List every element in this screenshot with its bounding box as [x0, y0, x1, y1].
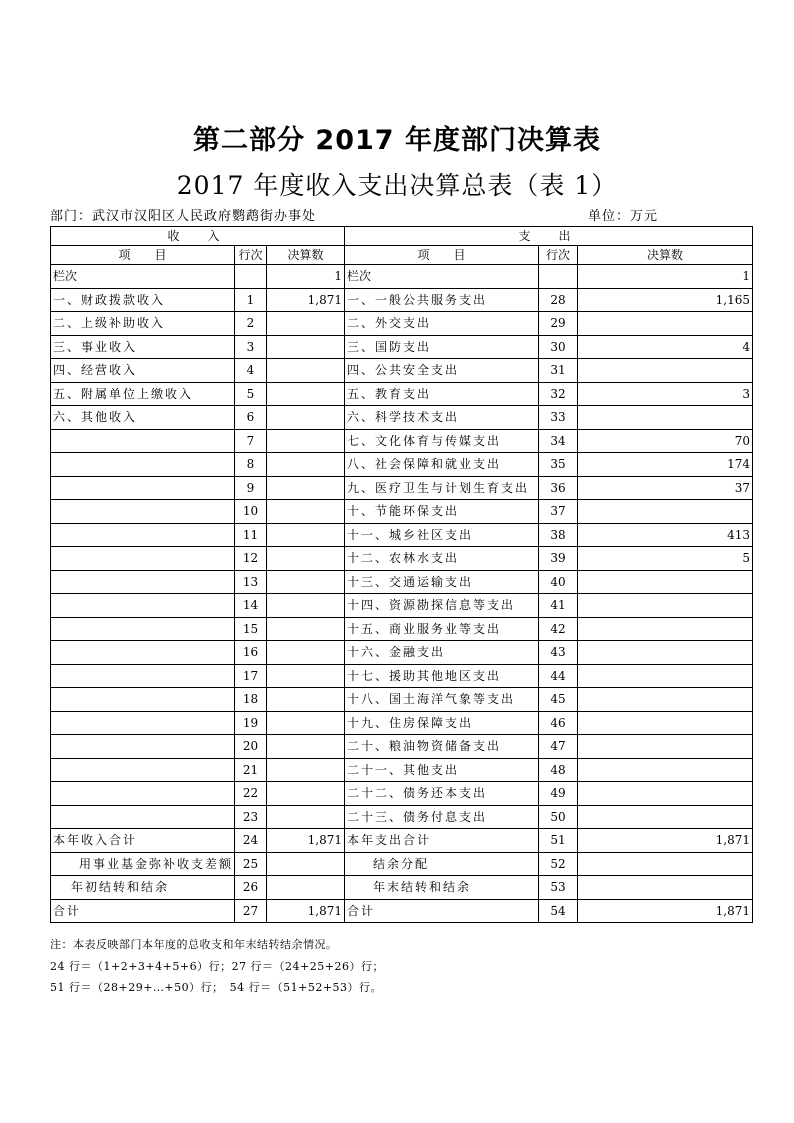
- expense-amount: [578, 312, 753, 336]
- income-row-no: 22: [235, 782, 267, 806]
- section-header-row: [51, 227, 753, 246]
- income-item: [51, 688, 235, 712]
- footnote-3: 51 行＝（28+29+…+50）行； 54 行＝（51+52+53）行。: [50, 981, 383, 994]
- expense-item: 一、一般公共服务支出: [345, 288, 539, 312]
- expense-amount: [578, 664, 753, 688]
- expense-amount: 70: [578, 429, 753, 453]
- income-row-no: 9: [235, 476, 267, 500]
- department-label: 部门：武汉市汉阳区人民政府鹦鹉街办事处: [50, 209, 317, 224]
- expense-row-no: 48: [539, 758, 578, 782]
- income-item: 四、经营收入: [51, 359, 235, 383]
- expense-row-no: 30: [539, 335, 578, 359]
- footnote-1: 注：本表反映部门本年度的总收支和年末结转结余情况。: [50, 938, 338, 951]
- table-row: [51, 335, 753, 359]
- income-item: 五、附属单位上缴收入: [51, 382, 235, 406]
- income-amount: [267, 735, 345, 759]
- expense-item: 合计: [345, 899, 539, 923]
- expense-row-no: 54: [539, 899, 578, 923]
- expense-item: 二十一、其他支出: [345, 758, 539, 782]
- budget-summary-table: [50, 226, 753, 923]
- income-amount: 1,871: [267, 288, 345, 312]
- expense-column-no: 1: [578, 265, 753, 289]
- income-item: 本年收入合计: [51, 829, 235, 853]
- expense-row-no: 49: [539, 782, 578, 806]
- expense-item: 十、节能环保支出: [345, 500, 539, 524]
- income-row-no: 7: [235, 429, 267, 453]
- table-row: [51, 688, 753, 712]
- expense-item: 八、社会保障和就业支出: [345, 453, 539, 477]
- income-item: [51, 500, 235, 524]
- expense-row-no: 46: [539, 711, 578, 735]
- income-item: [51, 758, 235, 782]
- table-row: [51, 664, 753, 688]
- expense-amount: [578, 805, 753, 829]
- table-row: [51, 382, 753, 406]
- income-item: 用事业基金弥补收支差额: [51, 852, 235, 876]
- expense-item: 十五、商业服务业等支出: [345, 617, 539, 641]
- expense-item: 本年支出合计: [345, 829, 539, 853]
- income-item: 二、上级补助收入: [51, 312, 235, 336]
- table-row: [51, 288, 753, 312]
- expense-item: 七、文化体育与传媒支出: [345, 429, 539, 453]
- income-amount: [267, 711, 345, 735]
- expense-item: 二十、粮油物资储备支出: [345, 735, 539, 759]
- expense-item: 十三、交通运输支出: [345, 570, 539, 594]
- income-amount: [267, 876, 345, 900]
- income-row-no: 14: [235, 594, 267, 618]
- expense-item: 年末结转和结余: [345, 876, 539, 900]
- income-item-header: 项 目: [51, 246, 235, 265]
- income-item: 年初结转和结余: [51, 876, 235, 900]
- income-amount-header: 决算数: [267, 246, 345, 265]
- income-amount: [267, 617, 345, 641]
- expense-row-no: 39: [539, 547, 578, 571]
- expense-row-no: 29: [539, 312, 578, 336]
- empty-cell: [235, 265, 267, 289]
- income-amount: 1,871: [267, 829, 345, 853]
- expense-amount: [578, 735, 753, 759]
- expense-item-header: 项 目: [345, 246, 539, 265]
- table-row: [51, 570, 753, 594]
- income-amount: [267, 641, 345, 665]
- income-item: 六、其他收入: [51, 406, 235, 430]
- expense-row-no: 40: [539, 570, 578, 594]
- expense-item: 十四、资源勘探信息等支出: [345, 594, 539, 618]
- expense-amount: [578, 758, 753, 782]
- expense-row-no: 45: [539, 688, 578, 712]
- income-amount: [267, 805, 345, 829]
- expense-column-label: 栏次: [345, 265, 539, 289]
- income-row-no: 18: [235, 688, 267, 712]
- expense-item: 二十三、债务付息支出: [345, 805, 539, 829]
- table-row: [51, 429, 753, 453]
- expense-item: 十八、国土海洋气象等支出: [345, 688, 539, 712]
- expense-item: 二、外交支出: [345, 312, 539, 336]
- income-column-label: 栏次: [51, 265, 235, 289]
- expense-amount: 413: [578, 523, 753, 547]
- expense-row-no: 32: [539, 382, 578, 406]
- expense-item: 五、教育支出: [345, 382, 539, 406]
- income-item: [51, 805, 235, 829]
- income-row-no-header: 行次: [235, 246, 267, 265]
- income-row-no: 24: [235, 829, 267, 853]
- income-row-no: 12: [235, 547, 267, 571]
- income-item: [51, 664, 235, 688]
- expense-amount: [578, 500, 753, 524]
- expense-row-no: 44: [539, 664, 578, 688]
- income-item: [51, 782, 235, 806]
- table-row: [51, 805, 753, 829]
- expense-row-no: 52: [539, 852, 578, 876]
- table-row: [51, 547, 753, 571]
- expense-amount: [578, 782, 753, 806]
- table-row: [51, 711, 753, 735]
- expense-amount: 37: [578, 476, 753, 500]
- expense-amount: 1,165: [578, 288, 753, 312]
- income-amount: [267, 312, 345, 336]
- table-row: [51, 617, 753, 641]
- expense-row-no: 53: [539, 876, 578, 900]
- income-row-no: 15: [235, 617, 267, 641]
- table-row: [51, 641, 753, 665]
- expense-row-no: 37: [539, 500, 578, 524]
- income-item: 一、财政拨款收入: [51, 288, 235, 312]
- income-column-no: 1: [267, 265, 345, 289]
- income-row-no: 11: [235, 523, 267, 547]
- column-index-row: [51, 265, 753, 289]
- table-row: [51, 500, 753, 524]
- expense-amount: 1,871: [578, 829, 753, 853]
- income-amount: [267, 429, 345, 453]
- expense-amount: [578, 570, 753, 594]
- income-amount: [267, 382, 345, 406]
- income-amount: [267, 547, 345, 571]
- summary-row: [51, 899, 753, 923]
- page-title: 第二部分 2017 年度部门决算表: [193, 125, 601, 156]
- income-row-no: 2: [235, 312, 267, 336]
- income-item: [51, 547, 235, 571]
- table-row: [51, 312, 753, 336]
- expense-amount: [578, 711, 753, 735]
- expense-amount: [578, 359, 753, 383]
- income-amount: [267, 782, 345, 806]
- income-item: [51, 711, 235, 735]
- expense-amount-header: 决算数: [578, 246, 753, 265]
- expense-item: 二十二、债务还本支出: [345, 782, 539, 806]
- table-row: [51, 523, 753, 547]
- expense-row-no: 47: [539, 735, 578, 759]
- income-row-no: 5: [235, 382, 267, 406]
- income-row-no: 16: [235, 641, 267, 665]
- expense-amount: [578, 876, 753, 900]
- income-amount: [267, 594, 345, 618]
- income-amount: [267, 852, 345, 876]
- expense-section-header: 支 出: [345, 227, 753, 246]
- expense-row-no: 51: [539, 829, 578, 853]
- expense-item: 十六、金融支出: [345, 641, 539, 665]
- income-row-no: 4: [235, 359, 267, 383]
- expense-amount: [578, 406, 753, 430]
- income-row-no: 13: [235, 570, 267, 594]
- income-row-no: 21: [235, 758, 267, 782]
- income-row-no: 6: [235, 406, 267, 430]
- income-row-no: 8: [235, 453, 267, 477]
- income-item: [51, 641, 235, 665]
- column-header-row: [51, 246, 753, 265]
- empty-cell: [539, 265, 578, 289]
- expense-amount: [578, 594, 753, 618]
- income-amount: [267, 664, 345, 688]
- income-item: [51, 429, 235, 453]
- expense-item: 十一、城乡社区支出: [345, 523, 539, 547]
- expense-row-no: 35: [539, 453, 578, 477]
- expense-row-no: 36: [539, 476, 578, 500]
- expense-row-no-header: 行次: [539, 246, 578, 265]
- expense-row-no: 42: [539, 617, 578, 641]
- income-amount: [267, 335, 345, 359]
- expense-amount: 174: [578, 453, 753, 477]
- expense-row-no: 31: [539, 359, 578, 383]
- income-amount: [267, 476, 345, 500]
- income-amount: 1,871: [267, 899, 345, 923]
- expense-amount: 4: [578, 335, 753, 359]
- income-item: [51, 523, 235, 547]
- expense-item: 三、国防支出: [345, 335, 539, 359]
- expense-row-no: 43: [539, 641, 578, 665]
- income-row-no: 1: [235, 288, 267, 312]
- expense-item: 十九、住房保障支出: [345, 711, 539, 735]
- income-item: [51, 453, 235, 477]
- expense-item: 六、科学技术支出: [345, 406, 539, 430]
- income-amount: [267, 688, 345, 712]
- income-item: 合计: [51, 899, 235, 923]
- expense-row-no: 28: [539, 288, 578, 312]
- table-row: [51, 758, 753, 782]
- expense-amount: 3: [578, 382, 753, 406]
- income-row-no: 20: [235, 735, 267, 759]
- income-amount: [267, 406, 345, 430]
- expense-item: 十二、农林水支出: [345, 547, 539, 571]
- income-item: 三、事业收入: [51, 335, 235, 359]
- income-amount: [267, 359, 345, 383]
- income-row-no: 10: [235, 500, 267, 524]
- income-item: [51, 570, 235, 594]
- income-row-no: 23: [235, 805, 267, 829]
- income-item: [51, 594, 235, 618]
- summary-row: [51, 876, 753, 900]
- expense-row-no: 33: [539, 406, 578, 430]
- table-row: [51, 406, 753, 430]
- expense-row-no: 41: [539, 594, 578, 618]
- footnote-2: 24 行＝（1+2+3+4+5+6）行；27 行＝（24+25+26）行；: [50, 959, 384, 973]
- table-row: [51, 594, 753, 618]
- expense-item: 九、医疗卫生与计划生育支出: [345, 476, 539, 500]
- unit-label: 单位：万元: [588, 209, 659, 224]
- table-row: [51, 453, 753, 477]
- income-amount: [267, 523, 345, 547]
- summary-row: [51, 829, 753, 853]
- income-item: [51, 617, 235, 641]
- income-section-header: 收 入: [51, 227, 345, 246]
- income-amount: [267, 570, 345, 594]
- expense-amount: 5: [578, 547, 753, 571]
- expense-item: 十七、援助其他地区支出: [345, 664, 539, 688]
- income-amount: [267, 758, 345, 782]
- table-row: [51, 782, 753, 806]
- footnotes: [50, 934, 384, 999]
- expense-row-no: 34: [539, 429, 578, 453]
- expense-amount: [578, 641, 753, 665]
- income-item: [51, 476, 235, 500]
- summary-row: [51, 852, 753, 876]
- income-row-no: 3: [235, 335, 267, 359]
- table-title: 2017 年度收入支出决算总表（表 1）: [176, 171, 618, 200]
- table-row: [51, 359, 753, 383]
- income-row-no: 26: [235, 876, 267, 900]
- expense-amount: [578, 688, 753, 712]
- income-row-no: 19: [235, 711, 267, 735]
- income-amount: [267, 453, 345, 477]
- income-row-no: 25: [235, 852, 267, 876]
- income-item: [51, 735, 235, 759]
- expense-item: 四、公共安全支出: [345, 359, 539, 383]
- expense-item: 结余分配: [345, 852, 539, 876]
- expense-row-no: 38: [539, 523, 578, 547]
- income-amount: [267, 500, 345, 524]
- income-row-no: 27: [235, 899, 267, 923]
- expense-amount: [578, 852, 753, 876]
- income-row-no: 17: [235, 664, 267, 688]
- table-row: [51, 476, 753, 500]
- expense-amount: 1,871: [578, 899, 753, 923]
- table-row: [51, 735, 753, 759]
- expense-row-no: 50: [539, 805, 578, 829]
- expense-amount: [578, 617, 753, 641]
